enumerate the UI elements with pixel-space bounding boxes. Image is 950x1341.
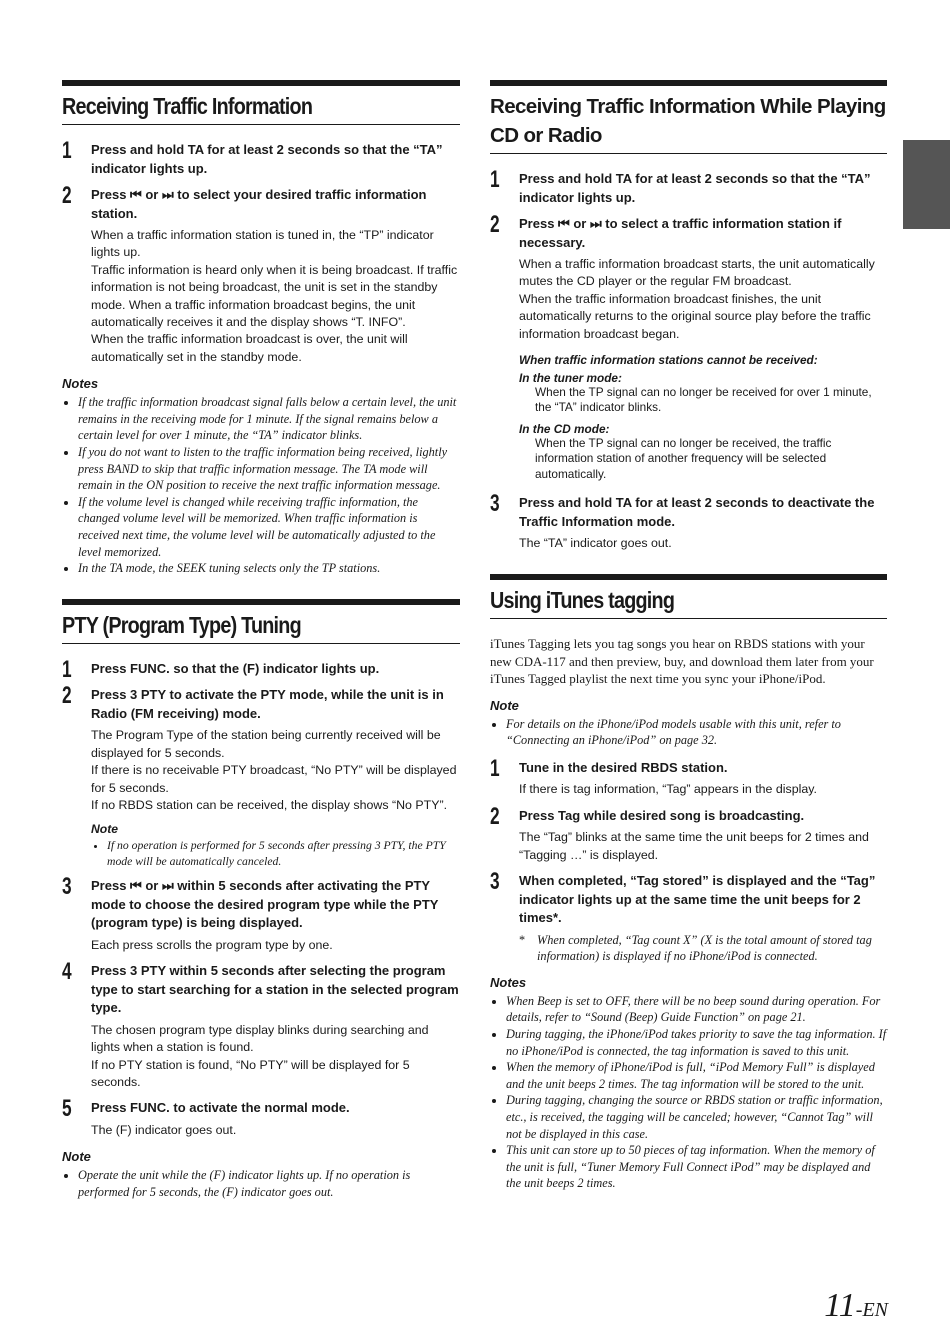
step-note-item: • If no operation is performed for 5 seconds after pressing 3 PTY, the PTY mode will be automatically canceled. — [107, 838, 460, 869]
page-number-value: 11 — [824, 1287, 856, 1324]
cd-mode-text: When the TP signal can no longer be received, the traffic information station of another frequency will be selected automatically. — [535, 435, 832, 481]
section-title: Receiving Traffic Information — [62, 93, 313, 119]
step-number: 2 — [62, 182, 72, 209]
footnote — [519, 932, 887, 965]
step-number: 3 — [490, 868, 500, 896]
section-title: PTY (Program Type) Tuning — [62, 611, 301, 638]
cd-mode-heading: In the CD mode: — [519, 421, 610, 436]
section-header — [62, 599, 460, 644]
step — [490, 754, 887, 799]
step — [62, 873, 460, 954]
step-number: 1 — [62, 655, 72, 683]
step-title: Press and hold TA for at least 2 seconds so that the “TA” indicator lights up. — [91, 142, 443, 176]
note-item: • Operate the unit while the (F) indicator lights up. If no operation is performed for 5 seconds, the (F) indicator goes out. — [78, 1167, 460, 1200]
step — [490, 166, 887, 207]
note-item: • In the TA mode, the SEEK tuning selects only the TP stations. — [78, 560, 460, 577]
step-body: The chosen program type display blinks during searching and lights when a station is found. If no PTY station is found, “No PTY” will be displayed for 5 seconds. — [91, 1022, 429, 1089]
note-item: • If you do not want to listen to the traffic information being received, lightly press BAND to skip that traffic information message. The TA mode will remain in the ON position to receive the next traffic information message. — [78, 444, 460, 494]
notes-title: Notes — [62, 376, 99, 392]
note-item: • During tagging, changing the source or RBDS station or traffic information, etc., is received, the tagging will be canceled; however, “Cannot Tag” will not be displayed in this case. — [506, 1092, 887, 1142]
step-title: Press ⏮ or ⏭ to select your desired traffic information station. — [91, 187, 427, 221]
note-item: • When Beep is set to OFF, there will be no beep sound during operation. For details, refer to “Sound (Beep) Guide Function” on page 21. — [506, 993, 887, 1026]
step-title: Press FUNC. so that the (F) indicator lights up. — [91, 660, 380, 676]
page-number-suffix: -EN — [855, 1299, 888, 1321]
step-body: The “Tag” blinks at the same time the unit beeps for 2 times and “Tagging …” is displayed. — [519, 830, 869, 862]
section-receiving-traffic — [62, 80, 460, 577]
step-number: 1 — [490, 166, 500, 193]
step-number: 2 — [490, 802, 500, 830]
step-number: 5 — [62, 1095, 72, 1123]
step-number: 2 — [490, 211, 500, 238]
step-number: 1 — [62, 137, 72, 164]
step-note-list — [91, 838, 460, 869]
note-item: • For details on the iPhone/iPod models usable with this unit, refer to “Connecting an iPhone/iPod” on page 32. — [506, 716, 887, 749]
note-item: • When the memory of iPhone/iPod is full, “iPod Memory Full” is displayed and the unit beeps 2 times. The tag information will be stored to the unit. — [506, 1059, 887, 1092]
itunes-intro: iTunes Tagging lets you tag songs you hear on RBDS stations with your new CDA-117 and then preview, buy, and download them later from your iTunes Tagged playlist the next time you sync your iPhone/iPod. — [490, 636, 874, 687]
step-note-title: Note — [91, 822, 119, 837]
step — [62, 682, 460, 869]
section-header — [490, 80, 887, 154]
notes-title: Notes — [490, 974, 527, 990]
step-body: The Program Type of the station being currently received will be displayed for 5 seconds. If there is no receivable PTY broadcast, “No PTY” will be displayed for 5 seconds. If no RBDS station can be received, the display shows “No PTY”. — [91, 728, 457, 812]
step-title: Press 3 PTY to activate the PTY mode, while the unit is in Radio (FM receiving) mode. — [91, 687, 444, 721]
section-itunes-tagging — [490, 574, 887, 1191]
step-body: The “TA” indicator goes out. — [519, 536, 672, 551]
note-item: • During tagging, the iPhone/iPod takes priority to save the tag information. If no iPhone/iPod is connected, the tag information is saved to this unit. — [506, 1026, 887, 1059]
tuner-mode-heading: In the tuner mode: — [519, 371, 622, 386]
step — [490, 868, 887, 965]
left-column — [62, 80, 460, 1200]
note-item: • If the traffic information broadcast signal falls below a certain level, the unit remains in the receiving mode for 1 minute. If the signal remains below a certain level for over 1 minute, the “TA” indicator blinks. — [78, 394, 460, 444]
notes-list — [490, 993, 887, 1192]
section-pty-tuning — [62, 599, 460, 1201]
step-title: Press and hold TA for at least 2 seconds so that the “TA” indicator lights up. — [519, 171, 871, 205]
step-title: Tune in the desired RBDS station. — [519, 759, 728, 775]
step-title: Press ⏮ or ⏭ within 5 seconds after activating the PTY mode to choose the desired program type while the PTY (program type) is being displayed. — [91, 878, 439, 931]
step-body: When a traffic information broadcast starts, the unit automatically mutes the CD player or the regular FM broadcast. When the traffic information broadcast finishes, the unit automatically returns to the original source play before the traffic information broadcast began. — [519, 257, 875, 341]
step-title: When completed, “Tag stored” is displayed and the “Tag” indicator lights up at the same time the unit beeps for 2 times*. — [519, 873, 876, 926]
step — [62, 1095, 460, 1139]
chapter-tab — [903, 140, 950, 229]
step-number: 4 — [62, 958, 72, 986]
section-title: Receiving Traffic Information While Playing CD or Radio — [490, 95, 886, 147]
footnote-text: When completed, “Tag count X” (X is the total amount of stored tag information) is displayed if no iPhone/iPod is connected. — [537, 932, 872, 964]
step-body: The (F) indicator goes out. — [91, 1122, 237, 1137]
step — [490, 802, 887, 864]
step — [62, 137, 460, 178]
notes-title: Note — [62, 1149, 91, 1165]
step-title: Press FUNC. to activate the normal mode. — [91, 1100, 350, 1116]
notes-list — [490, 716, 887, 749]
note-item: • This unit can store up to 50 pieces of tag information. When the memory of the unit is full, “Tuner Memory Full Connect iPod” may be displayed and the unit beeps 2 times. — [506, 1142, 887, 1192]
section-traffic-cd-radio — [490, 80, 887, 552]
step-body: If there is tag information, “Tag” appears in the display. — [519, 782, 817, 797]
step-body: Each press scrolls the program type by one. — [91, 937, 333, 952]
right-column — [490, 80, 887, 1192]
section-title: Using iTunes tagging — [490, 587, 675, 614]
page-number — [824, 1286, 888, 1330]
step-title: Press Tag while desired song is broadcasting. — [519, 807, 805, 823]
footnote-mark: * — [519, 932, 526, 947]
notes-title: Note — [490, 697, 519, 713]
step — [62, 958, 460, 1091]
notes-list — [62, 1167, 460, 1200]
step-number: 2 — [62, 682, 72, 710]
cannot-receive-title: When traffic information stations cannot be received: — [519, 353, 818, 368]
step-body: When a traffic information station is tuned in, the “TP” indicator lights up. Traffic information is heard only when it is being broadcast. If traffic information is not being broadcast, the unit is set in the standby mode. When a traffic information broadcast begins, the unit automatically receives it and the display shows “T. INFO”. When the traffic information broadcast is over, the unit will automatically set in the standby mode. — [91, 228, 458, 364]
note-item: • If the volume level is changed while receiving traffic information, the changed volume level will be memorized. When traffic information is received next time, the volume level will be automatically adjusted to the level memorized. — [78, 494, 460, 560]
step — [62, 182, 460, 366]
step-number: 3 — [62, 873, 72, 901]
notes-list — [62, 394, 460, 577]
step-number: 1 — [490, 754, 500, 782]
step-title: Press 3 PTY within 5 seconds after selecting the program type to start searching for a station in the selected program type. — [91, 963, 459, 1016]
step-title: Press ⏮ or ⏭ to select a traffic information station if necessary. — [519, 216, 842, 250]
step — [490, 211, 887, 343]
section-header — [490, 574, 887, 619]
section-header — [62, 80, 460, 125]
step — [490, 490, 887, 552]
step — [62, 655, 460, 683]
step-number: 3 — [490, 490, 500, 518]
step-title: Press and hold TA for at least 2 seconds to deactivate the Traffic Information mode. — [519, 495, 875, 529]
tuner-mode-text: When the TP signal can no longer be received for over 1 minute, the “TA” indicator blinks. — [535, 385, 872, 415]
